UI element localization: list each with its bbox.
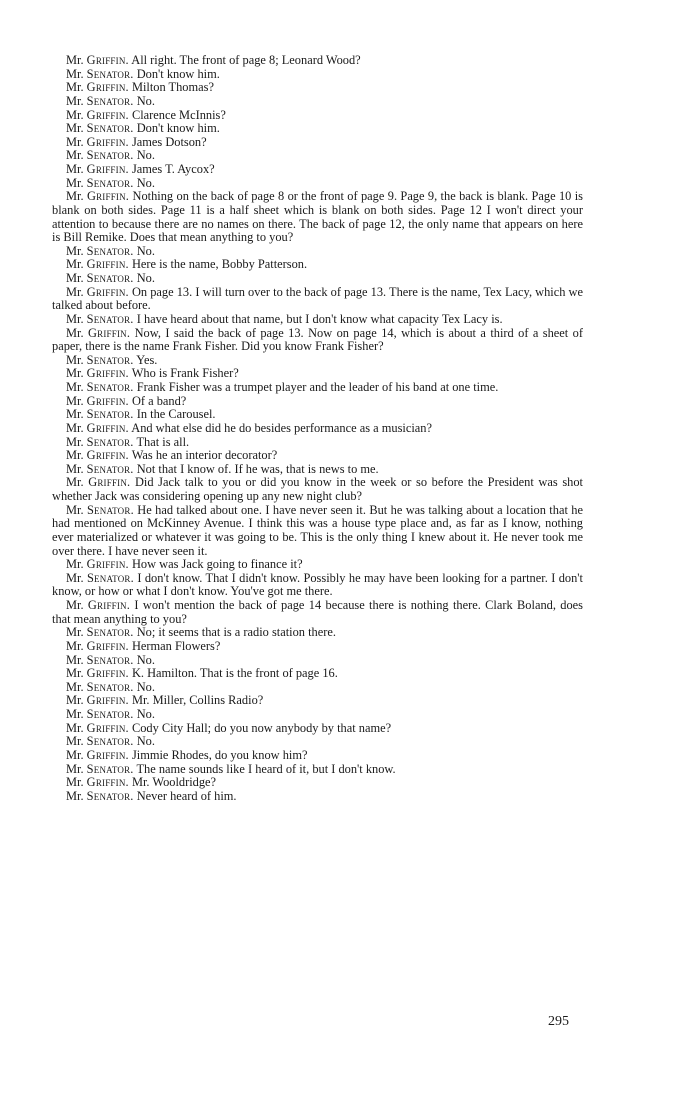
speaker-name: Griffin.	[86, 189, 130, 204]
transcript-paragraph	[52, 327, 583, 354]
speech-text: Yes.	[136, 352, 158, 367]
speaker-name: Griffin.	[86, 134, 129, 149]
speaker-name: Griffin.	[86, 284, 129, 299]
speaker-title: Mr.	[66, 121, 84, 136]
speaker-name: Griffin.	[86, 366, 129, 381]
speaker-title: Mr.	[66, 148, 84, 163]
speaker-name: Senator.	[86, 352, 134, 367]
transcript-paragraph	[52, 776, 583, 790]
speaker-title: Mr.	[66, 693, 84, 708]
transcript-paragraph	[52, 681, 583, 695]
speaker-title: Mr.	[66, 475, 84, 490]
transcript-paragraph	[52, 694, 583, 708]
speaker-title: Mr.	[66, 175, 84, 190]
speech-text: That is all.	[136, 434, 190, 449]
speaker-title: Mr.	[66, 162, 84, 176]
speaker-title: Mr.	[66, 638, 84, 653]
speech-text: Who is Frank Fisher?	[131, 366, 239, 381]
speaker-name: Griffin.	[86, 80, 129, 95]
speech-text: On page 13. I will turn over to the back of page 13. There is the name, Tex Lacy, which we talked about before.	[52, 284, 583, 313]
speaker-title: Mr.	[66, 598, 84, 612]
speaker-name: Griffin.	[86, 666, 129, 681]
transcript-paragraph	[52, 272, 583, 286]
speech-text: In the Carousel.	[136, 407, 216, 422]
speaker-name: Griffin.	[86, 257, 129, 272]
speaker-name: Senator.	[86, 434, 134, 449]
speaker-name: Senator.	[86, 502, 134, 517]
speaker-name: Griffin.	[86, 775, 129, 790]
transcript-paragraph	[52, 436, 583, 450]
speaker-name: Senator.	[86, 652, 134, 667]
speech-text: Not that I know of. If he was, that is news to me.	[136, 461, 379, 476]
speaker-title: Mr.	[66, 557, 84, 572]
transcript-paragraph	[52, 408, 583, 422]
transcript-paragraph	[52, 572, 583, 599]
page-number: 295	[548, 1014, 569, 1029]
transcript-paragraph	[52, 504, 583, 559]
speaker-name: Griffin.	[86, 747, 129, 762]
speech-text: How was Jack going to finance it?	[131, 557, 303, 572]
transcript-paragraph	[52, 354, 583, 368]
transcript-paragraph	[52, 81, 583, 95]
speaker-title: Mr.	[66, 652, 84, 667]
speaker-name: Senator.	[86, 148, 134, 163]
speaker-name: Griffin.	[86, 720, 129, 735]
transcript-paragraph	[52, 367, 583, 381]
speech-text: Mr. Miller, Collins Radio?	[131, 693, 264, 708]
transcript-paragraph	[52, 163, 583, 177]
speaker-name: Senator.	[86, 734, 134, 749]
transcript-paragraph	[52, 763, 583, 777]
speaker-title: Mr.	[66, 325, 84, 340]
transcript-paragraph	[52, 790, 583, 804]
speaker-name: Senator.	[86, 271, 134, 285]
speaker-name: Griffin.	[86, 557, 129, 572]
transcript-paragraph	[52, 463, 583, 477]
speech-text: Don't know him.	[136, 66, 220, 81]
speech-text: He had talked about one. I have never seen it. But he was talking about a location that he had mentioned on McKinney Avenue. I think this was a house type place and, as far as I know, nothing ever materialized or whatever it was going to be. This is the only thing I knew about it. He never took me over there. I have never seen it.	[52, 502, 583, 558]
speaker-title: Mr.	[66, 761, 84, 776]
speech-text: I don't know. That I didn't know. Possibly he may have been looking for a partner. I don't know, or how or what I don't know. You've got me there.	[52, 570, 583, 599]
speech-text: Cody City Hall; do you now anybody by that name?	[131, 720, 392, 735]
speech-text: Now, I said the back of page 13. Now on page 14, which is about a third of a sheet of paper, there is the name Frank Fisher. Did you know Frank Fisher?	[52, 325, 583, 354]
transcript-paragraph	[52, 640, 583, 654]
speaker-title: Mr.	[66, 734, 84, 749]
speech-text: No.	[136, 148, 155, 163]
speaker-name: Senator.	[86, 243, 134, 258]
speaker-name: Senator.	[86, 311, 134, 326]
speech-text: I have heard about that name, but I don't know what capacity Tex Lacy is.	[136, 311, 503, 326]
speaker-title: Mr.	[66, 747, 84, 762]
speech-text: Frank Fisher was a trumpet player and the leader of his band at one time.	[136, 380, 499, 394]
speaker-name: Griffin.	[86, 420, 129, 435]
transcript-paragraph	[52, 558, 583, 572]
speaker-title: Mr.	[66, 720, 84, 735]
speech-text: I won't mention the back of page 14 because there is nothing there. Clark Boland, does that mean anything to you?	[52, 598, 583, 626]
speaker-name: Griffin.	[86, 53, 129, 67]
speaker-title: Mr.	[66, 407, 84, 422]
transcript-paragraph	[52, 395, 583, 409]
speech-text: Jimmie Rhodes, do you know him?	[131, 747, 308, 762]
speaker-title: Mr.	[66, 666, 84, 681]
speaker-name: Griffin.	[87, 598, 131, 612]
speech-text: And what else did he do besides performance as a musician?	[131, 420, 432, 435]
transcript-paragraph	[52, 381, 583, 395]
speech-text: No.	[136, 93, 155, 108]
speech-text: No.	[136, 734, 155, 749]
speaker-name: Senator.	[86, 761, 134, 776]
speech-text: No.	[136, 679, 155, 694]
speech-text: Of a band?	[131, 393, 187, 408]
speaker-title: Mr.	[66, 461, 84, 476]
speaker-name: Senator.	[86, 679, 134, 694]
transcript-paragraph	[52, 109, 583, 123]
speaker-title: Mr.	[66, 775, 84, 790]
transcript-paragraph	[52, 476, 583, 503]
transcript-paragraph	[52, 286, 583, 313]
transcript-paragraph	[52, 54, 583, 68]
speaker-name: Senator.	[86, 570, 134, 585]
speaker-title: Mr.	[66, 189, 84, 204]
speaker-name: Senator.	[86, 625, 134, 640]
speaker-title: Mr.	[66, 625, 84, 640]
speaker-title: Mr.	[66, 707, 84, 721]
speech-text: Milton Thomas?	[131, 80, 214, 95]
speech-text: The name sounds like I heard of it, but I don't know.	[136, 761, 396, 776]
transcript-paragraph	[52, 95, 583, 109]
speaker-title: Mr.	[66, 93, 84, 108]
speech-text: Nothing on the back of page 8 or the front of page 9. Page 9, the back is blank. Page 10 is blank on both sides. Page 11 is a half sheet which is blank on both sides. Page 12 I won't direct your attention to because there are no names on there. The back of page 12, the only name that appears on here is Bill Remike. Does that mean anything to you?	[52, 189, 583, 245]
transcript-paragraph	[52, 68, 583, 82]
speaker-title: Mr.	[66, 380, 84, 394]
speech-text: No.	[136, 175, 155, 190]
speech-text: Don't know him.	[136, 121, 220, 136]
speaker-title: Mr.	[66, 284, 84, 299]
transcript-paragraph	[52, 735, 583, 749]
speaker-title: Mr.	[66, 134, 84, 149]
transcript-paragraph	[52, 177, 583, 191]
speech-text: No; it seems that is a radio station there.	[136, 625, 336, 640]
speaker-name: Griffin.	[86, 393, 129, 408]
speech-text: No.	[136, 652, 155, 667]
speaker-name: Griffin.	[86, 693, 129, 708]
speaker-name: Griffin.	[86, 448, 129, 463]
speech-text: Did Jack talk to you or did you know in the week or so before the President was shot whether Jack was considering opening up any new night club?	[52, 475, 583, 503]
speaker-title: Mr.	[66, 502, 84, 517]
speech-text: Clarence McInnis?	[131, 107, 226, 122]
speaker-name: Senator.	[86, 707, 134, 721]
transcript-paragraph	[52, 149, 583, 163]
transcript-paragraph	[52, 667, 583, 681]
transcript-paragraph	[52, 599, 583, 626]
speaker-title: Mr.	[66, 366, 84, 381]
speaker-name: Griffin.	[87, 325, 131, 340]
transcript-paragraph	[52, 258, 583, 272]
transcript-page	[52, 54, 583, 803]
speaker-title: Mr.	[66, 107, 84, 122]
speech-text: Never heard of him.	[136, 788, 237, 803]
speaker-name: Griffin.	[86, 638, 129, 653]
transcript-paragraph	[52, 654, 583, 668]
speech-text: All right. The front of page 8; Leonard Wood?	[131, 53, 361, 67]
transcript-paragraph	[52, 708, 583, 722]
transcript-paragraph	[52, 422, 583, 436]
speaker-name: Senator.	[86, 175, 134, 190]
speaker-name: Senator.	[86, 788, 134, 803]
speaker-title: Mr.	[66, 679, 84, 694]
speech-text: Herman Flowers?	[131, 638, 221, 653]
speaker-name: Griffin.	[88, 475, 131, 490]
transcript-paragraph	[52, 245, 583, 259]
speaker-title: Mr.	[66, 257, 84, 272]
speaker-name: Senator.	[86, 407, 134, 422]
speaker-title: Mr.	[66, 448, 84, 463]
speaker-title: Mr.	[66, 80, 84, 95]
speaker-title: Mr.	[66, 434, 84, 449]
transcript-paragraph	[52, 449, 583, 463]
transcript-paragraph	[52, 626, 583, 640]
speaker-title: Mr.	[66, 788, 84, 803]
speech-text: No.	[136, 707, 155, 721]
speaker-name: Senator.	[86, 380, 134, 394]
transcript-paragraph	[52, 190, 583, 245]
speech-text: Mr. Wooldridge?	[131, 775, 217, 790]
speech-text: James T. Aycox?	[131, 162, 215, 176]
transcript-paragraph	[52, 122, 583, 136]
speaker-title: Mr.	[66, 53, 84, 67]
speaker-name: Senator.	[86, 121, 134, 136]
transcript-paragraph	[52, 313, 583, 327]
transcript-paragraph	[52, 749, 583, 763]
transcript-paragraph	[52, 722, 583, 736]
speech-text: No.	[136, 243, 155, 258]
speaker-name: Senator.	[86, 461, 134, 476]
speaker-title: Mr.	[66, 420, 84, 435]
speaker-title: Mr.	[66, 352, 84, 367]
speaker-name: Griffin.	[86, 162, 129, 176]
speaker-title: Mr.	[66, 570, 84, 585]
speech-text: Was he an interior decorator?	[131, 448, 278, 463]
speaker-name: Senator.	[86, 66, 134, 81]
speaker-title: Mr.	[66, 66, 84, 81]
speaker-title: Mr.	[66, 393, 84, 408]
transcript-paragraph	[52, 136, 583, 150]
speaker-title: Mr.	[66, 271, 84, 285]
speech-text: K. Hamilton. That is the front of page 16.	[131, 666, 338, 681]
speech-text: Here is the name, Bobby Patterson.	[131, 257, 308, 272]
speaker-name: Senator.	[86, 93, 134, 108]
speech-text: James Dotson?	[131, 134, 207, 149]
speaker-name: Griffin.	[86, 107, 129, 122]
speaker-title: Mr.	[66, 243, 84, 258]
speaker-title: Mr.	[66, 311, 84, 326]
speech-text: No.	[136, 271, 155, 285]
